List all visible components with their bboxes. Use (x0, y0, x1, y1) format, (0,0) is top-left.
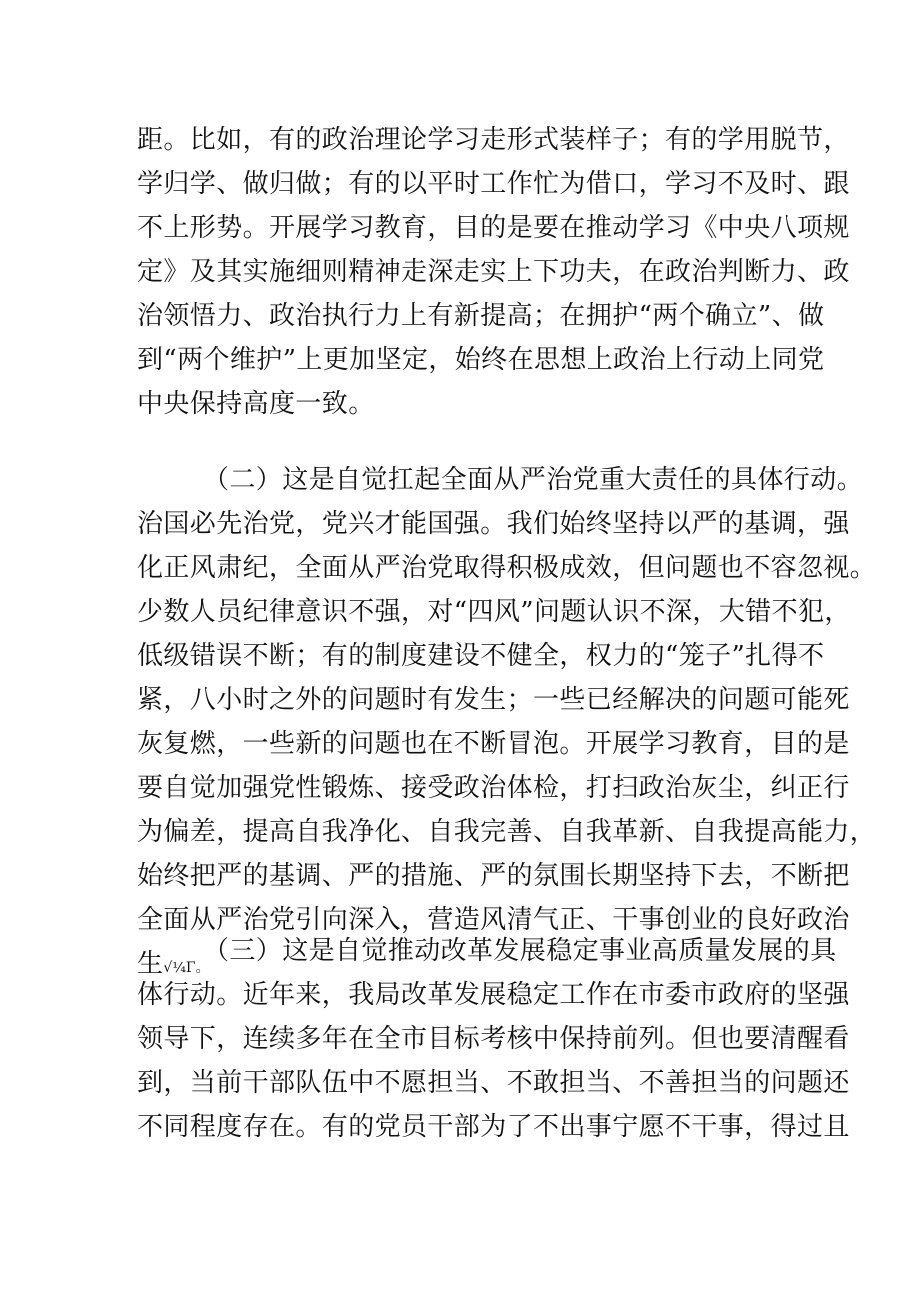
text-line: 灰复燃，一些新的问题也在不断冒泡。开展学习教育，目的是 (137, 729, 850, 759)
text-line: 距。比如，有的政治理论学习走形式装样子；有的学用脱节， (137, 125, 850, 155)
text-line: 始终把严的基调、严的措施、严的氛围长期坚持下去，不断把 (137, 861, 850, 891)
text-line: 定》及其实施细则精神走深走实上下功夫，在政治判断力、政 (137, 257, 850, 287)
text-line: 到“两个维护”上更加坚定，始终在思想上政治上行动上同党 (137, 345, 825, 375)
text-line: 到，当前干部队伍中不愿担当、不敢担当、不善担当的问题还 (137, 1068, 850, 1098)
text-line: 化正风肃纪，全面从严治党取得积极成效，但问题也不容忽视。 (137, 553, 877, 583)
paragraph-2 (137, 458, 877, 986)
paragraph-1 (137, 118, 850, 426)
paragraph-heading-line: （三）这是自觉推动改革发展稳定事业高质量发展的具 (203, 936, 837, 966)
text-line: 治领悟力、政治执行力上有新提高；在拥护“两个确立”、做 (137, 301, 825, 331)
text-line: 不上形势。开展学习教育，目的是要在推动学习《中央八项规 (137, 213, 850, 243)
text-line: 学归学、做归做；有的以平时工作忙为借口，学习不及时、跟 (137, 169, 850, 199)
text-line: 领导下，连续多年在全市目标考核中保持前列。但也要清醒看 (137, 1024, 850, 1054)
last-line-prefix: 生 (137, 949, 164, 979)
text-line: 全面从严治党引向深入，营造风清气正、干事创业的良好政治 (137, 905, 850, 935)
paragraph-3 (137, 929, 850, 1149)
text-line: 为偏差，提高自我净化、自我完善、自我革新、自我提高能力， (137, 817, 877, 847)
garbled-text: √¼Γ。 (163, 960, 210, 976)
text-line: 低级错误不断；有的制度建设不健全，权力的“笼子”扎得不 (137, 641, 825, 671)
text-line: 紧，八小时之外的问题时有发生；一些已经解决的问题可能死 (137, 685, 850, 715)
text-line: 中央保持高度一致。 (137, 389, 375, 419)
text-line: 不同程度存在。有的党员干部为了不出事宁愿不干事，得过且 (137, 1112, 850, 1142)
text-line: 少数人员纪律意识不强，对“四风”问题认识不深，大错不犯， (137, 597, 851, 627)
text-line: 体行动。近年来，我局改革发展稳定工作在市委市政府的坚强 (137, 980, 850, 1010)
text-line: 要自觉加强党性锻炼、接受政治体检，打扫政治灰尘，纠正行 (137, 773, 850, 803)
paragraph-heading-line: （二）这是自觉扛起全面从严治党重大责任的具体行动。 (203, 465, 864, 495)
text-line: 治国必先治党，党兴才能国强。我们始终坚持以严的基调，强 (137, 509, 850, 539)
